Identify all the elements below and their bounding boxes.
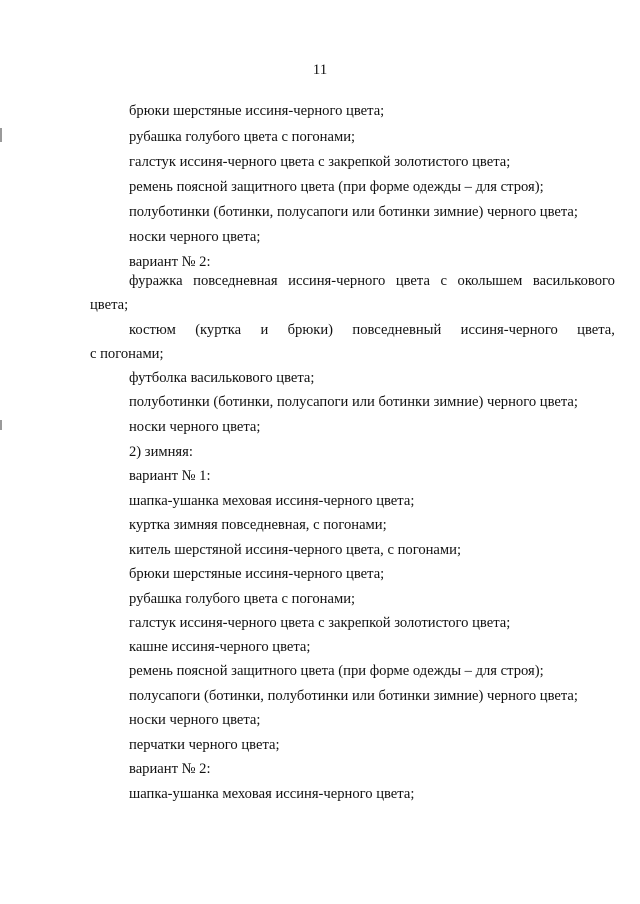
justified-line bbox=[129, 272, 615, 290]
text-line-continuation: цвета; bbox=[90, 297, 129, 313]
text-line: полуботинки (ботинки, полусапоги или ботинки зимние) черного цвета; bbox=[129, 394, 578, 410]
word: фуражка bbox=[129, 273, 183, 289]
word: с bbox=[440, 273, 447, 289]
text-line: рубашка голубого цвета с погонами; bbox=[129, 129, 356, 145]
text-line: вариант № 2: bbox=[129, 254, 211, 270]
text-line: кашне иссиня-черного цвета; bbox=[129, 639, 311, 655]
text-line: носки черного цвета; bbox=[129, 229, 261, 245]
text-line: брюки шерстяные иссиня-черного цвета; bbox=[129, 103, 385, 119]
word: повседневный bbox=[352, 322, 442, 338]
text-line: рубашка голубого цвета с погонами; bbox=[129, 591, 356, 607]
text-line: брюки шерстяные иссиня-черного цвета; bbox=[129, 566, 385, 582]
text-line: ремень поясной защитного цвета (при форме одежды – для строя); bbox=[129, 663, 544, 679]
text-line: шапка-ушанка меховая иссиня-черного цвета; bbox=[129, 493, 415, 509]
text-line: галстук иссиня-черного цвета с закрепкой золотистого цвета; bbox=[129, 615, 511, 631]
text-line: перчатки черного цвета; bbox=[129, 737, 280, 753]
word: иссиня-черного bbox=[288, 273, 386, 289]
text-line: носки черного цвета; bbox=[129, 712, 261, 728]
text-line: китель шерстяной иссиня-черного цвета, с погонами; bbox=[129, 542, 462, 558]
text-line: вариант № 2: bbox=[129, 761, 211, 777]
text-line: полусапоги (ботинки, полуботинки или ботинки зимние) черного цвета; bbox=[129, 688, 578, 704]
justified-line bbox=[129, 321, 615, 339]
word: иссиня-черного bbox=[460, 322, 558, 338]
word: цвета bbox=[395, 273, 430, 289]
word: василькового bbox=[532, 273, 615, 289]
word: околышем bbox=[457, 273, 523, 289]
text-line: ремень поясной защитного цвета (при форме одежды – для строя); bbox=[129, 179, 544, 195]
text-line: полуботинки (ботинки, полусапоги или ботинки зимние) черного цвета; bbox=[129, 204, 578, 220]
text-line: галстук иссиня-черного цвета с закрепкой золотистого цвета; bbox=[129, 154, 511, 170]
scan-edge-mark bbox=[0, 128, 2, 142]
text-line: футболка василькового цвета; bbox=[129, 370, 315, 386]
text-line-continuation: с погонами; bbox=[90, 346, 164, 362]
word: повседневная bbox=[193, 273, 278, 289]
text-line: шапка-ушанка меховая иссиня-черного цвета; bbox=[129, 786, 415, 802]
text-line: вариант № 1: bbox=[129, 468, 211, 484]
page-number: 11 bbox=[312, 62, 328, 78]
text-line: 2) зимняя: bbox=[129, 444, 193, 460]
word: (куртка bbox=[195, 322, 242, 338]
text-line: куртка зимняя повседневная, с погонами; bbox=[129, 517, 387, 533]
word: костюм bbox=[129, 322, 176, 338]
text-line: носки черного цвета; bbox=[129, 419, 261, 435]
scan-edge-mark bbox=[0, 420, 2, 430]
word: и bbox=[260, 322, 269, 338]
word: цвета, bbox=[577, 322, 615, 338]
word: брюки) bbox=[287, 322, 334, 338]
